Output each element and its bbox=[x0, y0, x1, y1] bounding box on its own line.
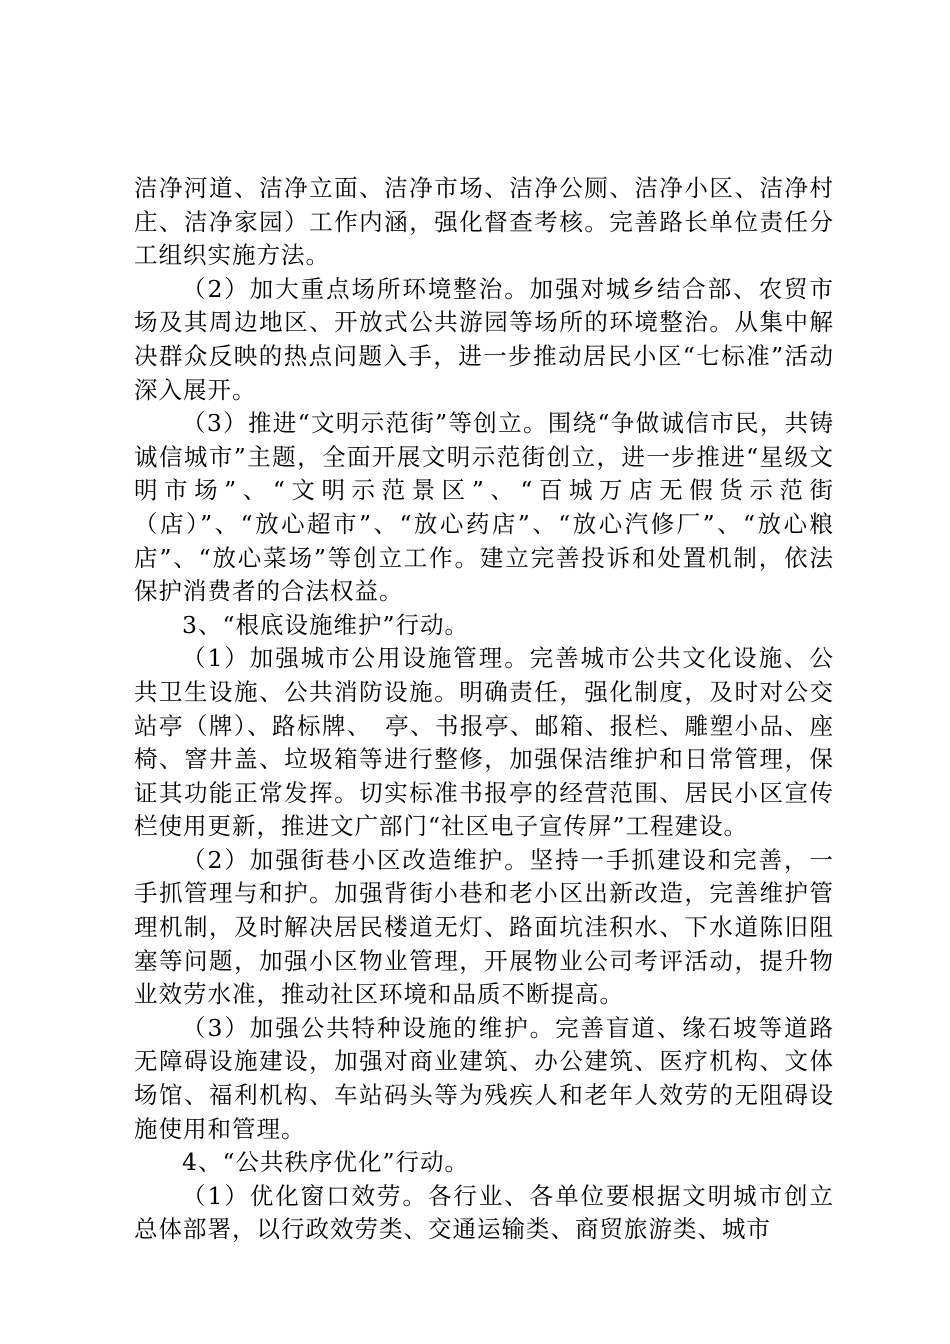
paragraph-continuation: 洁净河道、洁净立面、洁净市场、洁净公厕、洁净小区、洁净村庄、洁净家园）工作内涵，强化督查考核。完善路长单位责任分工组织实施方法。 bbox=[134, 174, 834, 270]
paragraph-item-2: （2）加大重点场所环境整治。加强对城乡结合部、农贸市场及其周边地区、开放式公共游园等场所的环境整治。从集中解决群众反映的热点问题入手，进一步推动居民小区“七标准”活动深入展开。 bbox=[134, 274, 834, 404]
section-heading-3: 3、“根底设施维护”行动。 bbox=[182, 610, 469, 639]
paragraph-item-3-3: （3）加强公共特种设施的维护。完善盲道、缘石坡等道路无障碍设施建设，加强对商业建筑、办公建筑、医疗机构、文体场馆、福利机构、车站码头等为残疾人和老年人效劳的无阻碍设施使用和管理。 bbox=[134, 1013, 834, 1143]
paragraph-item-3-2: （2）加强街巷小区改造维护。坚持一手抓建设和完善，一手抓管理与和护。加强背街小巷和老小区出新改造，完善维护管理机制，及时解决居民楼道无灯、路面坑洼积水、下水道陈旧阻塞等问题，加强小区物业管理，开展物业公司考评活动，提升物业效劳水准，推动社区环境和品质不断提高。 bbox=[134, 845, 834, 1009]
paragraph-item-3: （3）推进“文明示范街”等创立。围绕“争做诚信市民，共铸诚信城市”主题，全面开展文明示范街创立，进一步推进“星级文明市场”、“文明示范景区”、“百城万店无假货示范街（店）”、“放心超市”、“放心药店”、“放心汽修厂”、“放心粮店”、“放心菜场”等创立工作。建立完善投诉和处置机制，依法保护消费者的合法权益。 bbox=[134, 409, 834, 606]
paragraph-item-3-1: （1）加强城市公用设施管理。完善城市公共文化设施、公共卫生设施、公共消防设施。明确责任，强化制度，及时对公交站亭（牌）、路标牌、 亭、书报亭、邮箱、报栏、雕塑小品、座椅、窨井盖、垃圾箱等进行整修，加强保洁维护和日常管理，保证其功能正常发挥。切实标准书报亭的经营范围、居民小区宣传栏使用更新，推进文广部门“社区电子宣传屏”工程建设。 bbox=[134, 644, 834, 841]
document-body bbox=[134, 172, 834, 1247]
section-heading-4: 4、“公共秩序优化”行动。 bbox=[182, 1148, 469, 1177]
paragraph-item-4-1: （1）优化窗口效劳。各行业、各单位要根据文明城市创立总体部署，以行政效劳类、交通运输类、商贸旅游类、城市 bbox=[134, 1181, 834, 1244]
